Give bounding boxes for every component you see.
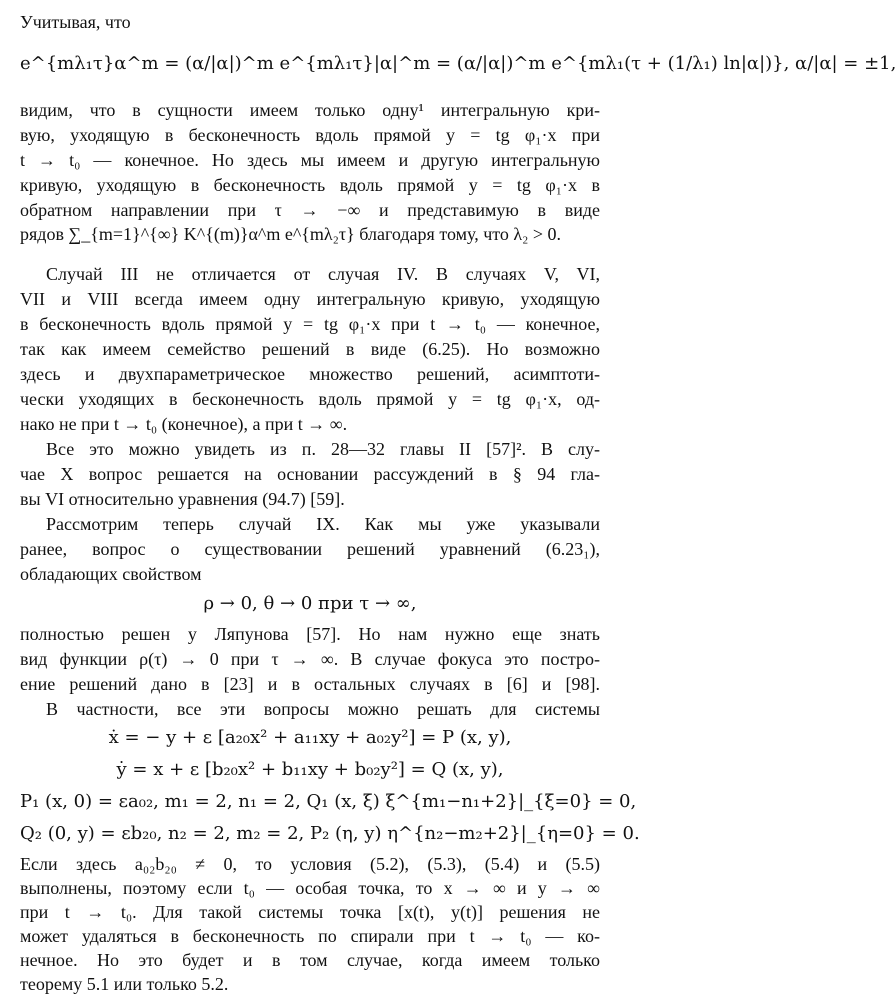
text-line: нако не при t → t₀ (конечное), а при t → ∞. (20, 414, 348, 434)
text-line: вид функции ρ(τ) → 0 при τ → ∞. В случае фокуса это постро- (20, 649, 600, 669)
text-line: при t → t₀. Для такой системы точка [x(t), y(t)] решения не (20, 902, 600, 922)
text-line: нечное. Но это будет и в том случае, когда имеем только (20, 950, 600, 970)
text-line: Случай III не отличается от случая IV. В случаях V, VI, (46, 264, 600, 284)
text-line: обладающих свойством (20, 564, 202, 584)
text-line: t → t₀ — конечное. Но здесь мы имеем и другую интегральную (20, 150, 600, 170)
text-line: кривую, уходящую в бесконечность вдоль прямой y = tg φ₁·x в (20, 175, 600, 195)
text-line: вую, уходящую в бесконечность вдоль прямой y = tg φ₁·x при (20, 125, 600, 145)
formula-line: ẋ = − y + ε [a₂₀x² + a₁₁xy + a₀₂y²] = P (x, y), (108, 727, 512, 748)
text-line: В частности, все эти вопросы можно решать для системы (46, 699, 600, 719)
text-line: здесь и двухпараметрическое множество решений, асимптоти- (20, 364, 600, 384)
text-line: VII и VIII всегда имеем одну интегральную кривую, уходящую (20, 289, 600, 309)
text-line: в бесконечность вдоль прямой y = tg φ₁·x при t → t₀ — конечное, (20, 314, 600, 334)
text-line: обратном направлении при τ → −∞ и представимую в виде (20, 200, 600, 220)
text-line: ение решений дано в [23] и в остальных случаях в [6] и [98]. (20, 674, 600, 694)
formula-line: ρ → 0, θ → 0 при τ → ∞, (203, 593, 417, 614)
text-line: чае X вопрос решается на основании рассуждений в § 94 гла- (20, 464, 600, 484)
text-line: рядов ∑_{m=1}^{∞} K^{(m)}α^m e^{mλ₂τ} благодаря тому, что λ₂ > 0. (20, 224, 562, 244)
text-line: может удаляться в бесконечность по спирали при t → t₀ — ко- (20, 926, 600, 946)
text-line: чески уходящих в бесконечность вдоль прямой y = tg φ₁·x, од- (20, 389, 600, 409)
formula-line: P₁ (x, 0) = εa₀₂, m₁ = 2, n₁ = 2, Q₁ (x, ξ) ξ^{m₁−n₁+2}|_{ξ=0} = 0, (20, 791, 637, 812)
text-line: ранее, вопрос о существовании решений уравнений (6.23₁), (20, 539, 600, 559)
text-line: Все это можно увидеть из п. 28—32 главы II [57]². В слу- (46, 439, 600, 459)
text-line: видим, что в сущности имеем только одну¹ интегральную кри- (20, 100, 600, 120)
text-line: вы VI относительно уравнения (94.7) [59]. (20, 489, 345, 509)
formula-line: e^{mλ₁τ}α^m = (α/|α|)^m e^{mλ₁τ}|α|^m = (α/|α|)^m e^{mλ₁(τ + (1/λ₁) ln|α|)}, α/|α| = ±1, (20, 53, 896, 74)
text-line: теорему 5.1 или только 5.2. (20, 974, 229, 994)
text-line: Учитывая, что (20, 12, 131, 32)
text-line: Рассмотрим теперь случай IX. Как мы уже указывали (46, 514, 600, 534)
text-line: Если здесь a₀₂b₂₀ ≠ 0, то условия (5.2), (5.3), (5.4) и (5.5) (20, 854, 600, 874)
text-line: так как имеем семейство решений в виде (6.25). Но возможно (20, 339, 600, 359)
formula-line: Q₂ (0, y) = εb₂₀, n₂ = 2, m₂ = 2, P₂ (η, y) η^{n₂−m₂+2}|_{η=0} = 0. (20, 823, 640, 844)
text-line: полностью решен у Ляпунова [57]. Но нам нужно еще знать (20, 624, 600, 644)
text-line: выполнены, поэтому если t₀ — особая точка, то x → ∞ и y → ∞ (20, 878, 600, 898)
formula-line: ẏ = x + ε [b₂₀x² + b₁₁xy + b₀₂y²] = Q (x, y), (116, 759, 504, 780)
